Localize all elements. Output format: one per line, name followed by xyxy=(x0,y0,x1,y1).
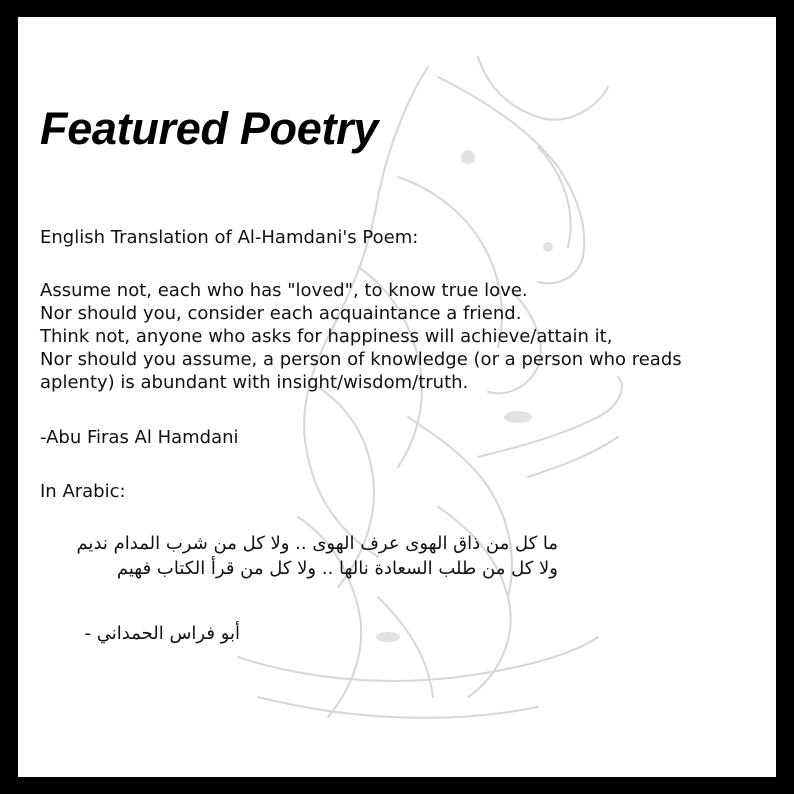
poem-en-line-1: Assume not, each who has "loved", to know true love. xyxy=(40,280,528,301)
poem-en-line-2: Nor should you, consider each acquaintance a friend. xyxy=(40,303,522,324)
poem-en-line-4: Nor should you assume, a person of knowledge (or a person who reads xyxy=(40,349,682,370)
poem-en-line-5: aplenty) is abundant with insight/wisdom/truth. xyxy=(40,372,469,393)
arabic-label: In Arabic: xyxy=(40,481,126,502)
poem-ar-line-2: ولا كل من طلب السعادة نالها .. ولا كل من قرأ الكتاب فهيم xyxy=(116,558,558,579)
page-title: Featured Poetry xyxy=(40,103,379,154)
poem-en-line-3: Think not, anyone who asks for happiness will achieve/attain it, xyxy=(40,326,613,347)
poem-ar-line-1: ما كل من ذاق الهوى عرف الهوى .. ولا كل من شرب المدام نديم xyxy=(76,533,558,554)
attribution-en: -Abu Firas Al Hamdani xyxy=(40,427,239,448)
attribution-ar: أبو فراس الحمداني - xyxy=(84,623,240,644)
intro-text: English Translation of Al-Hamdani's Poem: xyxy=(40,227,419,248)
poetry-card xyxy=(18,17,776,777)
